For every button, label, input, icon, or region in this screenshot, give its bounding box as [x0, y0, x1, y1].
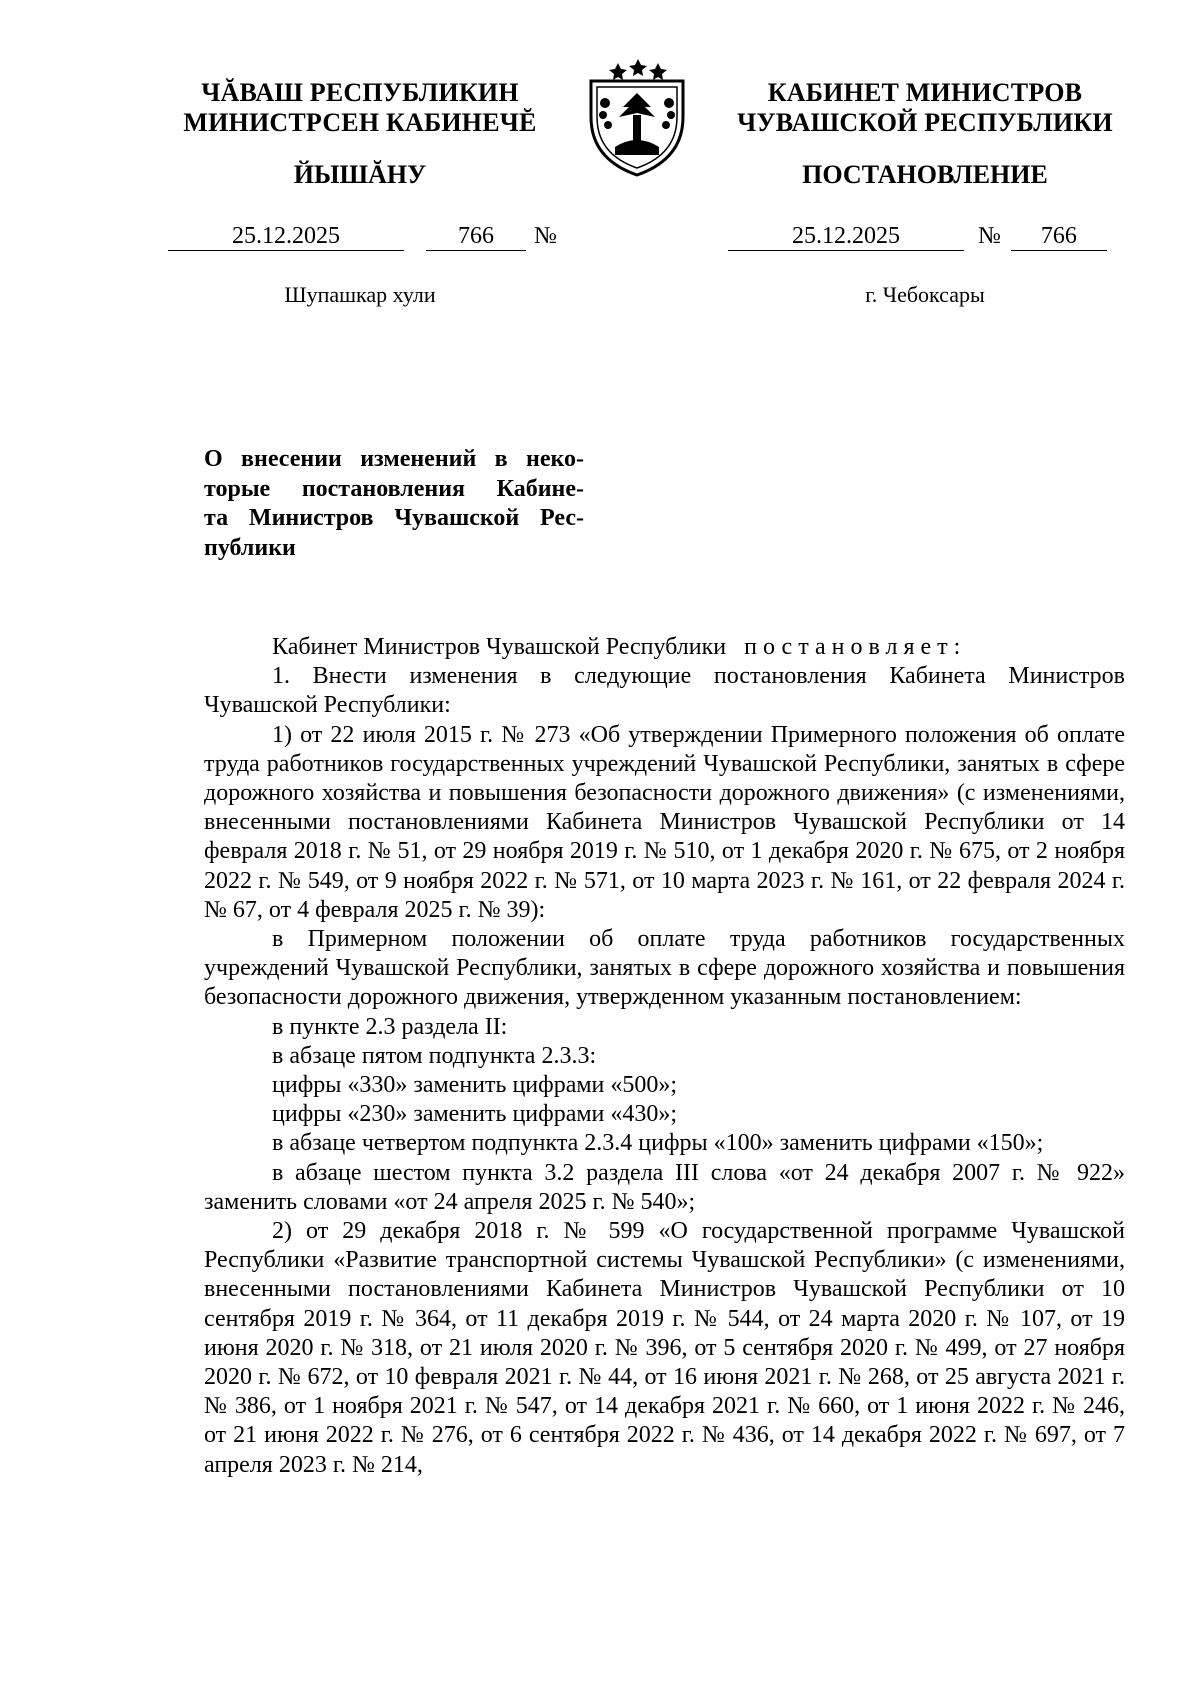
title-line: публики: [204, 534, 296, 561]
body-paragraph: в абзаце шестом пункта 3.2 раздела III слова «от 24 декабря 2007 г. № 922» заменить словами «от 24 апреля 2025 г. № 540»;: [204, 1159, 1125, 1215]
title-line: та Министров Чувашской Рес-: [204, 505, 584, 531]
doc-type-right: ПОСТАНОВЛЕНИЕ: [802, 160, 1048, 189]
body-paragraph: в пункте 2.3 раздела II:: [272, 1013, 508, 1040]
number-sign-left: №: [534, 223, 557, 249]
requisites-left: [168, 223, 559, 253]
document-body: [204, 633, 1125, 1480]
requisites-right: [728, 223, 1107, 253]
place-left: Шупашкар хули: [284, 282, 436, 307]
document-title: [204, 445, 584, 563]
header-left-line2: МИНИСТРСЕН КАБИНЕЧĔ: [183, 108, 537, 137]
body-paragraph: 2) от 29 декабря 2018 г. № 599 «О государственной программе Чувашской Республики «Развитие транспортной системы Чувашской Республики» (с изменениями, внесенными постановлениями Кабинета Министров Чувашской Республики от 10 сентября 2019 г. № 364, от 11 декабря 2019 г. № 544, от 24 марта 2020 г. № 107, от 19 июня 2020 г. № 318, от 21 июля 2020 г. № 396, от 5 сентября 2020 г. № 499, от 27 ноября 2020 г. № 672, от 10 февраля 2021 г. № 44, от 16 июня 2021 г. № 268, от 25 августа 2021 г. № 386, от 1 ноября 2021 г. № 547, от 14 декабря 2021 г. № 660, от 1 июня 2022 г. № 246, от 21 июня 2022 г. № 276, от 6 сентября 2022 г. № 436, от 14 декабря 2022 г. № 697, от 7 апреля 2023 г. № 214,: [204, 1218, 1125, 1478]
body-paragraph: 1) от 22 июля 2015 г. № 273 «Об утверждении Примерного положения об оплате труда работников государственных учреждений Чувашской Республики, занятых в сфере дорожного хозяйства и повышения безопасности дорожного движения» (с изменениями, внесенными постановлениями Кабинета Министров Чувашской Республики от 14 февраля 2018 г. № 51, от 29 ноября 2019 г. № 510, от 1 декабря 2020 г. № 675, от 2 ноября 2022 г. № 549, от 9 ноября 2022 г. № 571, от 10 марта 2023 г. № 161, от 22 февраля 2024 г. № 67, от 4 февраля 2025 г. № 39):: [204, 721, 1125, 923]
doc-type-left: ЙЫШĂНУ: [293, 160, 427, 189]
body-paragraph: цифры «230» заменить цифрами «430»;: [272, 1101, 678, 1128]
body-paragraph: в Примерном положении об оплате труда работников государственных учреждений Чувашской Республики, занятых в сфере дорожного хозяйства и повышения безопасности дорожного движения, утвержденном указанным постановлением:: [204, 926, 1125, 1011]
number-field-right: 766: [1011, 224, 1107, 251]
date-field-right: 25.12.2025: [728, 224, 964, 251]
header-right: [725, 78, 1125, 138]
number-field-left: 766: [426, 224, 526, 251]
place-right: г. Чебоксары: [865, 282, 985, 307]
body-intro: [204, 633, 1125, 662]
header-right-line1: КАБИНЕТ МИНИСТРОВ: [767, 78, 1083, 107]
body-paragraph: 1. Внести изменения в следующие постановления Кабинета Министров Чувашской Республики:: [204, 663, 1125, 719]
title-line: торые постановления Кабине-: [204, 475, 584, 502]
body-paragraph: в абзаце четвертом подпункта 2.3.4 цифры «100» заменить цифрами «150»;: [272, 1130, 1044, 1157]
number-sign-right: №: [978, 223, 1001, 249]
header-left: [150, 78, 570, 138]
body-paragraph: цифры «330» заменить цифрами «500»;: [272, 1072, 678, 1099]
title-line: О внесении изменений в неко-: [204, 446, 584, 472]
header-left-line1: ЧĂВАШ РЕСПУБЛИКИН: [201, 78, 519, 107]
body-paragraph: в абзаце пятом подпункта 2.3.3:: [272, 1042, 597, 1069]
date-field-left: 25.12.2025: [168, 224, 404, 251]
chuvash-coat-of-arms-icon: [575, 55, 700, 180]
intro-text: Кабинет Министров Чувашской Республики: [272, 634, 727, 660]
intro-verb: постановляет:: [744, 634, 967, 660]
header-right-line2: ЧУВАШСКОЙ РЕСПУБЛИКИ: [737, 108, 1113, 137]
